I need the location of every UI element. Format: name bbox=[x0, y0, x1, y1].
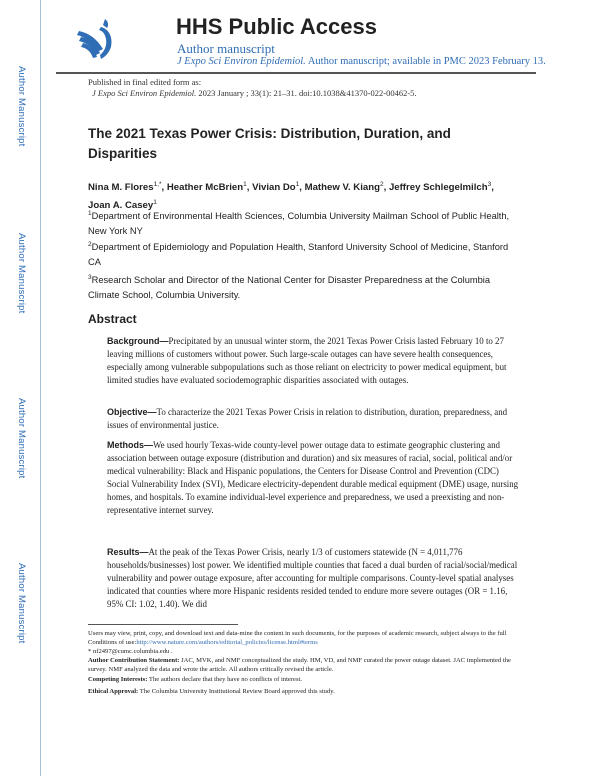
sidebar-label: Author Manuscript bbox=[16, 398, 27, 479]
license-link[interactable]: http://www.nature.com/authors/editorial_policies/license.html#terms bbox=[136, 638, 318, 646]
background-text: Precipitated by an unusual winter storm, the 2021 Texas Power Crisis lasted February 10 to 27 leaving millions of customers without power. Such large-scale outages can have severe health consequences, especially among vulnerable subpopulations such as those reliant on electricity to power medical equipment, but limited studies have evaluated sociodemographic disparities associated with outages. bbox=[107, 336, 507, 385]
author: Jeffrey Schlegelmilch$^3$, bbox=[388, 181, 494, 194]
results-label: Results— bbox=[107, 547, 149, 557]
author: Joan A. Casey$^1$ bbox=[88, 199, 157, 212]
results-text: At the peak of the Texas Power Crisis, nearly 1/3 of customers statewide (N = 4,011,776 households/businesses) lost power. We identified multiple counties that faced a dual burden of racial/social/medical vulnerability and power outage exposure, after accounting for multiple comparisons. County-level spatial analyses indicated that counties where more Hispanic residents resided tended to endure more severe outages (OR = 1.16, 95% CI: 1.02, 1.40). We did bbox=[107, 547, 518, 609]
abstract-background bbox=[107, 335, 522, 387]
author: Nina M. Flores$^{1,*}$, bbox=[88, 181, 167, 194]
author-manuscript-sidebar bbox=[0, 0, 40, 776]
hhs-eagle-logo-icon bbox=[75, 15, 121, 63]
header-journal: J Expo Sci Environ Epidemiol. bbox=[177, 56, 306, 67]
author: Heather McBrien$^1$, bbox=[166, 181, 253, 194]
competing-interests-footnote: Competing Interests: The authors declare that they have no conflicts of interest. bbox=[88, 676, 302, 683]
license-footnote: Users may view, print, copy, and download text and data-mine the content in such documents, for the purposes of academic research, subject always to the full Conditions of use:http://www.nature.com/authors/editorial_policies/license.html#terms bbox=[88, 630, 507, 646]
author-manuscript-subtitle: Author manuscript bbox=[177, 41, 275, 56]
publication-info bbox=[88, 77, 417, 99]
email-footnote: * nf2497@cumc.columbia.edu . bbox=[88, 648, 173, 655]
sidebar-label: Author Manuscript bbox=[16, 66, 27, 147]
affiliation-2: $^2$Department of Epidemiology and Population Health, Stanford University School of Medicine, Stanford CA bbox=[88, 241, 509, 268]
abstract-heading: Abstract bbox=[88, 312, 137, 326]
article-title: The 2021 Texas Power Crisis: Distribution, Duration, and Disparities bbox=[88, 126, 451, 161]
header-availability: Author manuscript; available in PMC 2023 February 13. bbox=[305, 56, 546, 67]
published-label: Published in final edited form as: bbox=[88, 77, 202, 87]
sidebar-label: Author Manuscript bbox=[16, 563, 27, 644]
abstract-methods bbox=[107, 439, 522, 516]
contribution-footnote: Author Contribution Statement: JAC, MVK, and NMF conceptualized the study. HM, VD, and NMF curated the power outage dataset. JAC implemented the survey. NMF analyzed the data and wrote the article. All authors critically revised the article. bbox=[88, 657, 511, 673]
ethics-footnote: Ethical Approval: The Columbia University Institutional Review Board approved this study. bbox=[88, 688, 335, 695]
author: Vivian Do$^1$, bbox=[252, 181, 305, 194]
sidebar-divider bbox=[40, 0, 41, 776]
availability-line bbox=[177, 56, 546, 67]
publication-journal: J Expo Sci Environ Epidemiol. bbox=[92, 88, 197, 98]
objective-text: To characterize the 2021 Texas Power Crisis in relation to distribution, duration, preparedness, and issues of environmental justice. bbox=[107, 407, 508, 430]
header-rule bbox=[56, 72, 536, 74]
abstract-objective bbox=[107, 406, 522, 432]
abstract-results bbox=[107, 546, 522, 611]
objective-label: Objective— bbox=[107, 407, 157, 417]
footnote-rule bbox=[88, 624, 238, 625]
author: Mathew V. Kiang$^2$, bbox=[304, 181, 389, 194]
background-label: Background— bbox=[107, 336, 169, 346]
citation-details: 2023 January ; 33(1): 21–31. doi:10.1038&41370-022-00462-5. bbox=[196, 88, 417, 98]
methods-text: We used hourly Texas-wide county-level power outage data to estimate geographic clustering and association between outage exposure (distribution and duration) and six measures of racial, social, political and/or medical vulnerability: Black and Hispanic populations, the Centers for Disease Control and Prevention (CDC) Social Vulnerability Index (SVI), Medicare electricity-dependent durable medical equipment (DME) usage, nursing homes, and hospitals. To examine individual-level experience and preparedness, we used a preexisting and non-representative internet survey. bbox=[107, 440, 519, 515]
sidebar-label: Author Manuscript bbox=[16, 233, 27, 314]
publication-citation bbox=[88, 88, 417, 99]
affiliation-3: $^3$Research Scholar and Director of the National Center for Disaster Preparedness at the Columbia Climate School, Columbia University. bbox=[88, 274, 491, 301]
methods-label: Methods— bbox=[107, 440, 153, 450]
hhs-public-access-title: HHS Public Access bbox=[176, 14, 377, 39]
hhs-header bbox=[56, 10, 546, 70]
affiliation-1: $^1$Department of Environmental Health Sciences, Columbia University Mailman School of Public Health, New York NY bbox=[88, 210, 510, 237]
